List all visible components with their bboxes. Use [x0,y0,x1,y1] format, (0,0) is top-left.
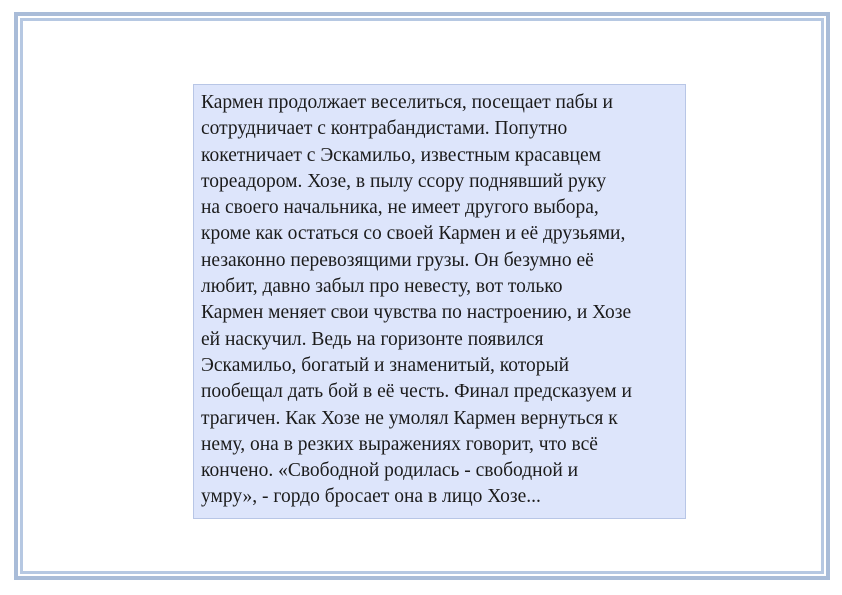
text-line: нему, она в резких выражениях говорит, что всё [201,433,598,455]
text-line: Кармен меняет свои чувства по настроению, и Хозе [201,302,632,324]
text-line: кончено. «Свободной родилась - свободной и [201,460,579,482]
text-line: Кармен продолжает веселиться, посещает пабы и [201,92,613,113]
text-line: ей наскучил. Ведь на горизонте появился [201,328,544,350]
text-line: тореадором. Хозе, в пылу ссору поднявший руку [201,170,607,192]
text-box [193,84,686,519]
text-line: незаконно перевозящими грузы. Он безумно её [201,249,594,271]
text-line: трагичен. Как Хозе не умолял Кармен вернуться к [201,407,618,429]
text-line: сотрудничает с контрабандистами. Попутно [201,118,568,140]
text-line: Эскамильо, богатый и знаменитый, который [201,354,570,376]
text-line: кроме как остаться со своей Кармен и её друзьями, [201,223,626,245]
text-line: умру», - гордо бросает она в лицо Хозе... [201,486,541,508]
text-line: кокетничает с Эскамильо, известным красавцем [201,144,601,166]
text-line: на своего начальника, не имеет другого выбора, [201,197,599,219]
text-line: пообещал дать бой в её честь. Финал предсказуем и [201,381,632,403]
text-line: любит, давно забыл про невесту, вот только [201,276,563,298]
